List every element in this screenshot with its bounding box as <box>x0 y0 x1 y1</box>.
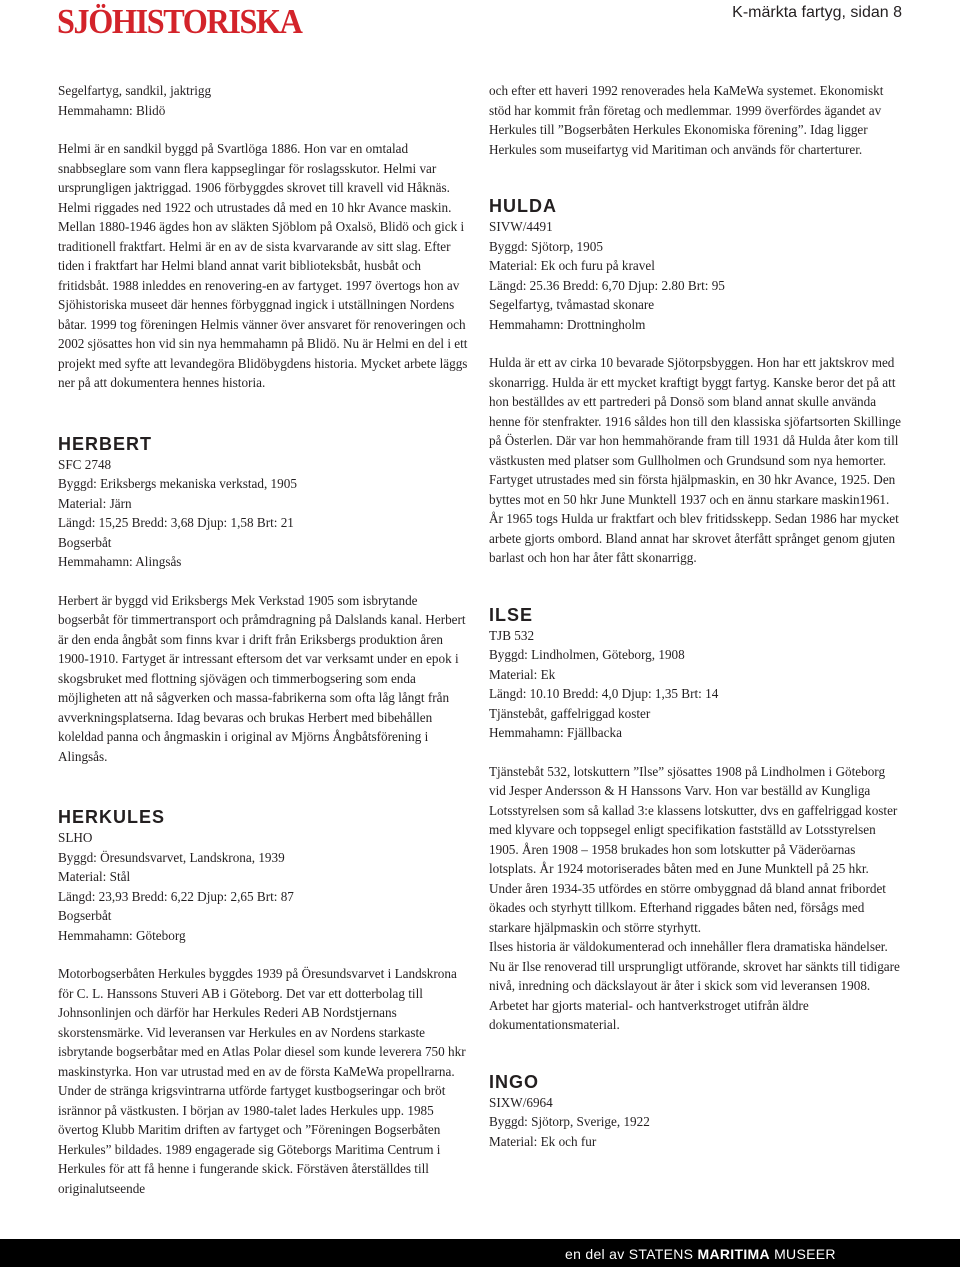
ilse-meta-4: Tjänstebåt, gaffelriggad koster <box>489 705 651 721</box>
footer-prefix: en del av STATENS <box>565 1246 698 1262</box>
ilse-meta-0: TJB 532 <box>489 627 535 643</box>
page-label: K-märkta fartyg, sidan 8 <box>732 4 902 21</box>
herkules-meta-5: Hemmahamn: Göteborg <box>58 927 186 943</box>
hulda-meta-4: Segelfartyg, tvåmastad skonare <box>489 297 655 312</box>
herbert-meta-0: SFC 2748 <box>58 456 112 472</box>
hulda-meta-3: Längd: 25.36 Bredd: 6,70 Djup: 2.80 Brt: 95 <box>489 277 725 293</box>
footer-text <box>565 1246 836 1262</box>
page-footer <box>0 1239 960 1267</box>
hulda-meta-1: Byggd: Sjötorp, 1905 <box>489 238 603 254</box>
ingo-section <box>489 1071 903 1152</box>
herkules-section <box>58 806 470 1198</box>
hulda-meta-2: Material: Ek och furu på kravel <box>489 258 655 273</box>
herbert-section <box>58 433 470 767</box>
ilse-text: Tjänstebåt 532, lotskuttern ”Ilse” sjösattes 1908 på Lindholmen i Göteborg vid Jesper Andersson & H Hanssons Varv. Hon var beställd av Kungliga Lotsstyrelsen som så kallad 3:e klassens lotskutter, dvs en gaffelriggad koster med klyvare och toppsegel enligt specifikation fastställd av Lotsstyrelsen 1905. Åren 1908 – 1958 brukades hon som lotskutter på Väderöarnas lotsplats. År 1924 motoriserades båten med en June Munktell på 25 hkr. Under åren 1934-35 utfördes en större ombyggnad då bland annat fribordet ökades och styrhytt tillkom. Efterhand riggades båten ned, försågs med starkare hjälpmaskin och större styrhytt. <box>489 763 898 935</box>
hulda-meta-0: SIVW/4491 <box>489 219 553 234</box>
herkules-meta-0: SLHO <box>58 830 93 845</box>
ingo-meta-2: Material: Ek och fur <box>489 1133 597 1149</box>
hulda-text: Hulda är ett av cirka 10 bevarade Sjötorpsbyggen. Hon har ett jaktskrov med skonarrigg. Hulda är ett mycket kraftigt byggt fartyg. Kanske beror det på att hon beställdes av ett partrederi på Donsö som bland annat skulle använda henne för stenfrakter. 1916 såldes hon till den klassiska sjöfartsorten Skillinge på Österlen. Där var hon hemmahörande fram till 1931 då Hulda åter kom till västkusten med platser som Gullholmen och Grundsund som nya hemorter. Fartyget utrustades med sin första hjälpmaskin, en 30 hkr Avance, 1925. Den byttes mot en 50 hkr June Munktell 1937 och en ännu starkare maskin1961. År 1965 togs Hulda ur fraktfart och blev fritidsskepp. Sedan 1986 har mycket arbete gjorts ombord. Bland annat har skrovet återfått språnget genom gjuten barlast och hon har åter fått skonarrigg. <box>489 355 902 565</box>
hulda-title: HULDA <box>489 196 557 216</box>
herbert-meta-1: Byggd: Eriksbergs mekaniska verkstad, 1905 <box>58 476 297 491</box>
herbert-title: HERBERT <box>58 433 153 454</box>
ilse-meta-1: Byggd: Lindholmen, Göteborg, 1908 <box>489 647 685 662</box>
hulda-meta-5: Hemmahamn: Drottningholm <box>489 316 646 332</box>
herkules-text-continued: och efter ett haveri 1992 renoverades hela KaMeWa systemet. Ekonomiskt stöd har kommit från företag och medlemmar. 1999 överfördes ägandet av Herkules till ”Bogserbåten Herkules Ekonomiska förening”. Idag ligger Herkules som museifartyg vid Maritiman och används för charterturer. <box>489 83 884 157</box>
herkules-meta-3: Längd: 23,93 Bredd: 6,22 Djup: 2,65 Brt: 87 <box>58 888 294 904</box>
ilse-meta-5: Hemmahamn: Fjällbacka <box>489 725 622 740</box>
hulda-section <box>489 195 903 568</box>
footer-bold: MARITIMA <box>697 1246 770 1262</box>
herkules-meta-4: Bogserbåt <box>58 908 112 923</box>
herbert-meta-4: Bogserbåt <box>58 534 112 550</box>
herkules-text: Motorbogserbåten Herkules byggdes 1939 på Öresundsvarvet i Landskrona för C. L. Hanssons Stuveri AB i Göteborg. Det var ett dotterbolag till Johnsonlinjen och därför har Herkules Rederi AB Nordstjernans skorstensmärke. Vid leveransen var Herkules en av Nordens starkaste isbrytande bogserbåtar med en Atlas Polar diesel som kunde leverera 750 hkr maskinstyrka. Hon var utrustad med en av de första KaMeWa propellrarna. Under de stränga krigsvintrarna utförde fartyget kustbogseringar och bröt isrännor på västkusten. I början av 1980-talet lades Herkules upp. 1985 övertog Klubb Maritim driften av fartyget och ”Föreningen Bogserbåten Herkules” bildades. 1989 engagerade sig Göteborgs Maritima Centrum i Herkules för att få henne i fungerande skick. Förstäven återställdes till originalutseende <box>58 966 466 1196</box>
ingo-meta-0: SIXW/6964 <box>489 1094 553 1110</box>
herkules-meta-2: Material: Stål <box>58 869 131 884</box>
ingo-meta-1: Byggd: Sjötorp, Sverige, 1922 <box>489 1114 650 1129</box>
museum-logo: SJÖHISTORISKA <box>57 2 302 41</box>
ilse-text-2: Ilses historia är väldokumenterad och innehåller flera dramatiska händelser. Nu är Ilse renoverad till ursprungligt utförande, skrovet har sänkts till tidigare nivå, inredning och däckslayout är åter i skick som vid leveransen 1908. Arbetet har gjorts material- och hantverkstroget utifrån äldre dokumentationsmaterial. <box>489 939 900 1032</box>
herbert-meta-5: Hemmahamn: Alingsås <box>58 554 182 569</box>
left-column <box>58 81 470 1198</box>
footer-suffix: MUSEER <box>769 1246 836 1262</box>
herbert-meta-3: Längd: 15,25 Bredd: 3,68 Djup: 1,58 Brt: 21 <box>58 515 294 530</box>
ilse-meta-2: Material: Ek <box>489 666 556 682</box>
herbert-meta-2: Material: Järn <box>58 495 132 511</box>
page-header <box>0 0 960 48</box>
herkules-meta-1: Byggd: Öresundsvarvet, Landskrona, 1939 <box>58 849 285 865</box>
ilse-title: ILSE <box>489 604 534 625</box>
herbert-text: Herbert är byggd vid Eriksbergs Mek Verkstad 1905 som isbrytande bogserbåt för timmertransport och pråmdragning på Dalslands kanal. Herbert är den enda ångbåt som finns kvar i drift från Eriksbergs produktion åren 1900-1910. Fartyget är intressant eftersom det var verksamt under en epok i skogsbruket med flottning sjövägen och timmerbogsering som enda möjligheten att nå sågverken och massa-fabrikerna som ofta låg långt från avverkningsplatserna. Idag bevaras och brukas Herbert med bibehållen koleldad panna och ångmaskin i original av Mjörns Ångbåtsförening i Alingsås. <box>58 592 466 764</box>
ilse-meta-3: Längd: 10.10 Bredd: 4,0 Djup: 1,35 Brt: 14 <box>489 686 719 701</box>
ingo-title: INGO <box>489 1071 540 1092</box>
right-column <box>489 81 903 1151</box>
helmi-homeport: Hemmahamn: Blidö <box>58 102 166 118</box>
helmi-type: Segelfartyg, sandkil, jaktrigg <box>58 83 212 98</box>
ilse-section <box>489 604 903 1035</box>
helmi-section <box>58 81 470 393</box>
herkules-title: HERKULES <box>58 807 166 827</box>
helmi-text: Helmi är en sandkil byggd på Svartlöga 1886. Hon var en omtalad snabbseglare som vann flera kappseglingar för roslagsskutor. Helmi var ursprungligen jaktriggad. 1906 förbyggdes skrovet till kravell vid Håknäs. Helmi riggades ned 1922 och utrustades då med en 10 hkr Avance maskin. Mellan 1880-1946 ägdes hon av släkten Sjöblom på Oxalsö, Blidö och gick i traditionell fraktfart. Helmi är en av de sista kvarvarande av sitt slag. Efter tiden i fraktfart har Helmi bland annat varit biblioteksbåt, husbåt och fritidsbåt. 1988 inleddes en renovering-en av fartyget. 1997 övertogs hon av Sjöhistoriska museet där hennes förbyggnad ingick i utställningen Nordens båtar. 1999 tog föreningen Helmis vänner över ansvaret för renoveringen och 2002 sjösattes hon vid sin nya hemmahamn på Blidö. Nu är Helmi en del i ett projekt med syfte att levandegöra Blidöbygdens historia. Mycket arbete läggs ner på att dokumentera hennes historia. <box>58 141 468 390</box>
